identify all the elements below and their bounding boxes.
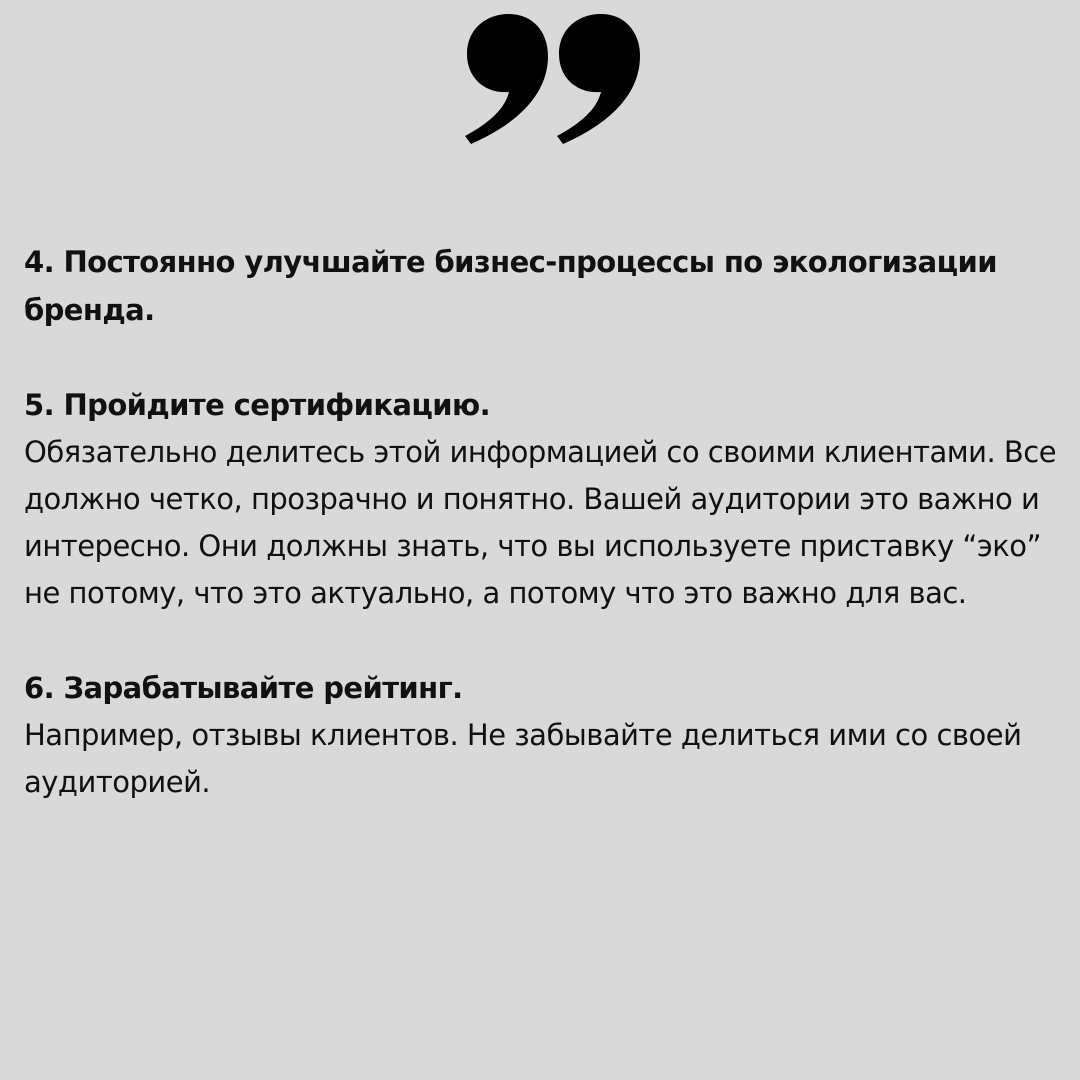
tip-6	[24, 664, 1064, 806]
closing-quotation-mark-icon	[463, 14, 643, 146]
tip-4-heading: 4. Постоянно улучшайте бизнес-процессы по экологизации бренда.	[24, 245, 997, 327]
tip-5-body: Обязательно делитесь этой информацией со своими клиентами. Все должно четко, прозрачно и понятно. Вашей аудитории это важно и интересно. Они должны знать, что вы используете приставку “эко” не потому, что это актуально, а потому что это важно для вас.	[24, 435, 1057, 610]
tip-6-body: Например, отзывы клиентов. Не забывайте делиться ими со своей аудиторией.	[24, 718, 1022, 799]
tip-4	[24, 238, 1064, 334]
tip-5	[24, 381, 1064, 617]
tips-list	[24, 238, 1064, 853]
tip-5-heading: 5. Пройдите сертификацию.	[24, 388, 490, 422]
tip-6-heading: 6. Зарабатывайте рейтинг.	[24, 671, 463, 705]
